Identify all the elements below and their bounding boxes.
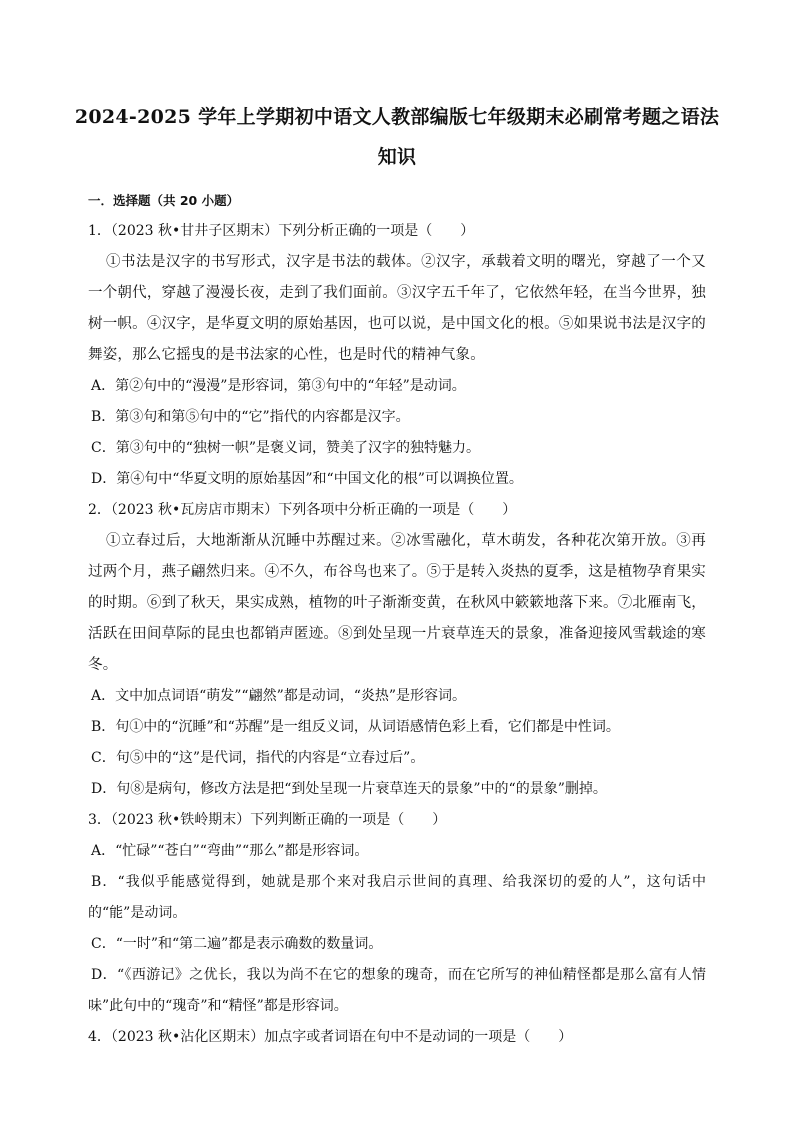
option-d: D．第④句中“华夏文明的原始基因”和“中国文化的根”可以调换位置。 xyxy=(91,471,523,487)
question-number: 2． xyxy=(88,502,111,518)
question-text: （2023 秋•甘井子区期末）下列分析正确的一项是（ ） xyxy=(110,223,475,239)
document-title xyxy=(68,97,726,177)
question-text: （2023 秋•铁岭期末）下列判断正确的一项是（ ） xyxy=(110,812,447,828)
section-heading: 一．选择题（共 20 小题） xyxy=(88,193,240,208)
question-3 xyxy=(88,805,706,1022)
question-1 xyxy=(88,216,706,495)
option-b: B．第③句和第⑤句中的“它”指代的内容都是汉字。 xyxy=(91,409,410,425)
question-2 xyxy=(88,495,706,805)
question-passage: ①书法是汉字的书写形式，汉字是书法的载体。②汉字，承载着文明的曙光，穿越了一个又一个朝代，穿越了漫漫长夜，走到了我们面前。③汉字五千年了，它依然年轻，在当今世界，独树一帜。④汉字，是华夏文明的原始基因，也可以说，是中国文化的根。⑤如果说书法是汉字的舞姿，那么它摇曳的是书法家的心性，也是时代的精神气象。 xyxy=(88,254,706,363)
question-stem xyxy=(88,805,706,836)
question-text: （2023 秋•瓦房店市期末）下列各项中分析正确的一项是（ ） xyxy=(110,502,517,518)
option-a: A．第②句中的“漫漫”是形容词，第③句中的“年轻”是动词。 xyxy=(91,378,466,394)
question-number: 4． xyxy=(88,1029,111,1045)
option-c: C．第③句中的“独树一帜”是褒义词，赞美了汉字的独特魅力。 xyxy=(91,440,481,456)
question-stem xyxy=(88,1022,706,1053)
question-passage: ①立春过后，大地渐渐从沉睡中苏醒过来。②冰雪融化，草木萌发，各种花次第开放。③再过两个月，燕子翩然归来。④不久，布谷鸟也来了。⑤于是转入炎热的夏季，这是植物孕育果实的时期。⑥到了秋天，果实成熟，植物的叶子渐渐变黄，在秋风中簌簌地落下来。⑦北雁南飞，活跃在田间草际的昆虫也都销声匿迹。⑧到处呈现一片衰草连天的景象，准备迎接风雪载途的寒冬。 xyxy=(88,533,706,673)
option-d: D．“《西游记》之优长，我以为尚不在它的想象的瑰奇，而在它所写的神仙精怪都是那么富有人情味”此句中的“瑰奇”和“精怪”都是形容词。 xyxy=(88,967,706,1014)
question-4 xyxy=(88,1022,706,1053)
question-number: 1． xyxy=(88,223,111,239)
question-number: 3． xyxy=(88,812,111,828)
option-b: B．“我似乎能感觉得到，她就是那个来对我启示世间的真理、给我深切的爱的人”，这句话中的“能”是动词。 xyxy=(88,874,706,921)
title-line-1: 2024-2025 学年上学期初中语文人教部编版七年级期末必刷常考题之语法 xyxy=(74,106,720,128)
option-b: B．句①中的“沉睡”和“苏醒”是一组反义词，从词语感情色彩上看，它们都是中性词。 xyxy=(91,719,620,735)
title-line-2: 知识 xyxy=(377,146,417,168)
option-d: D．句⑧是病句，修改方法是把“到处呈现一片衰草连天的景象”中的“的景象”删掉。 xyxy=(91,781,607,797)
option-c: C．“一时”和“第二遍”都是表示确数的数量词。 xyxy=(91,936,383,952)
option-a: A．文中加点词语“萌发”“翩然”都是动词，“炎热”是形容词。 xyxy=(91,688,467,704)
question-stem xyxy=(88,495,706,526)
question-text: （2023 秋•沾化区期末）加点字或者词语在句中不是动词的一项是（ ） xyxy=(110,1029,573,1045)
option-a: A．“忙碌”“苍白”“弯曲”“那么”都是形容词。 xyxy=(91,843,369,859)
option-c: C．句⑤中的“这”是代词，指代的内容是“立春过后”。 xyxy=(91,750,425,766)
question-stem xyxy=(88,216,706,247)
